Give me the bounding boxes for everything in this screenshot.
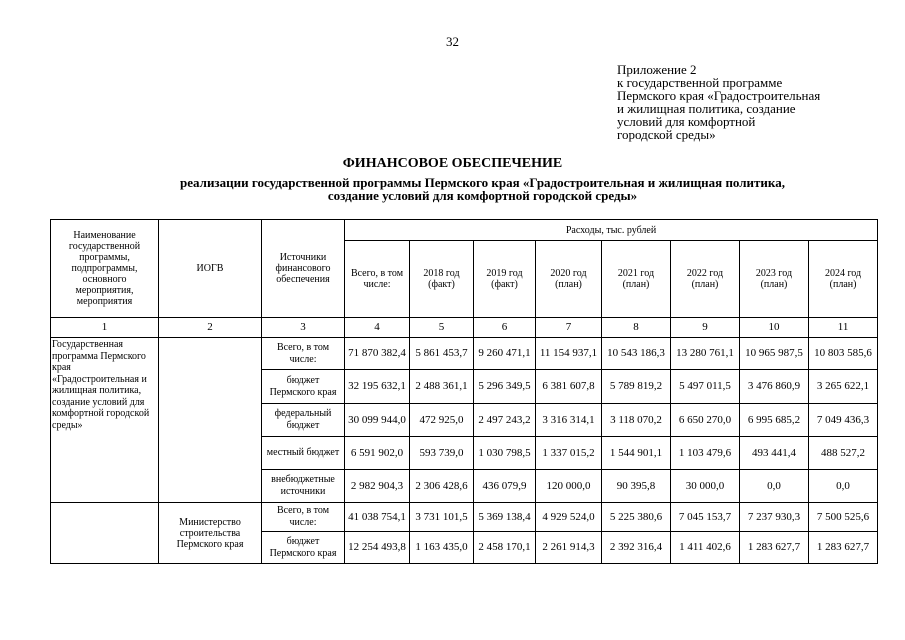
- financing-table: [50, 219, 878, 564]
- value-cell: 6 650 270,0: [671, 404, 740, 437]
- source-cell: бюджет Пермского края: [262, 370, 345, 404]
- value-cell: 1 103 479,6: [671, 437, 740, 470]
- iogv-empty: [159, 338, 262, 503]
- value-cell: 0,0: [809, 470, 878, 503]
- value-cell: 6 995 685,2: [740, 404, 809, 437]
- value-cell: 7 049 436,3: [809, 404, 878, 437]
- ministry-name: Министерство строительства Пермского края: [159, 503, 262, 564]
- value-cell: 2 261 914,3: [536, 532, 602, 564]
- column-index: 2: [159, 318, 262, 338]
- value-cell: 1 283 627,7: [740, 532, 809, 564]
- value-cell: 41 038 754,1: [345, 503, 410, 532]
- header-year: Всего, в том числе:: [345, 241, 410, 318]
- subtitle-line: создание условий для комфортной городской среды»: [327, 188, 638, 203]
- header-iogv: ИОГВ: [159, 220, 262, 318]
- appendix-line: Приложение 2: [617, 62, 697, 77]
- value-cell: 3 731 101,5: [410, 503, 474, 532]
- value-cell: 10 803 585,6: [809, 338, 878, 370]
- value-cell: 4 929 524,0: [536, 503, 602, 532]
- header-year: 2021 год (план): [602, 241, 671, 318]
- appendix-note: [617, 63, 820, 141]
- source-cell: местный бюджет: [262, 437, 345, 470]
- value-cell: 1 337 015,2: [536, 437, 602, 470]
- column-index: 9: [671, 318, 740, 338]
- value-cell: 12 254 493,8: [345, 532, 410, 564]
- column-index: 4: [345, 318, 410, 338]
- appendix-line: и жилищная политика, создание: [617, 101, 796, 116]
- value-cell: 7 045 153,7: [671, 503, 740, 532]
- appendix-line: Пермского края «Градостроительная: [617, 88, 821, 103]
- value-cell: 5 861 453,7: [410, 338, 474, 370]
- header-year: 2023 год (план): [740, 241, 809, 318]
- value-cell: 30 000,0: [671, 470, 740, 503]
- column-index: 1: [51, 318, 159, 338]
- value-cell: 5 497 011,5: [671, 370, 740, 404]
- value-cell: 2 488 361,1: [410, 370, 474, 404]
- value-cell: 1 544 901,1: [602, 437, 671, 470]
- header-expenses: Расходы, тыс. рублей: [345, 220, 878, 241]
- value-cell: 7 237 930,3: [740, 503, 809, 532]
- program-name: Государственная программа Пермского края «Градостроительная и жилищная политика, создание условий для комфортной городской среды»: [51, 338, 159, 503]
- source-cell: Всего, в том числе:: [262, 503, 345, 532]
- value-cell: 488 527,2: [809, 437, 878, 470]
- value-cell: 1 030 798,5: [474, 437, 536, 470]
- value-cell: 2 306 428,6: [410, 470, 474, 503]
- name-empty: [51, 503, 159, 564]
- page-number: 32: [446, 34, 459, 49]
- value-cell: 2 392 316,4: [602, 532, 671, 564]
- appendix-line: условий для комфортной: [617, 114, 756, 129]
- value-cell: 1 283 627,7: [809, 532, 878, 564]
- source-cell: бюджет Пермского края: [262, 532, 345, 564]
- value-cell: 7 500 525,6: [809, 503, 878, 532]
- header-year: 2022 год (план): [671, 241, 740, 318]
- value-cell: 5 296 349,5: [474, 370, 536, 404]
- header-year: 2018 год (факт): [410, 241, 474, 318]
- value-cell: 13 280 761,1: [671, 338, 740, 370]
- value-cell: 10 965 987,5: [740, 338, 809, 370]
- value-cell: 3 316 314,1: [536, 404, 602, 437]
- header-year: 2024 год (план): [809, 241, 878, 318]
- column-index: 5: [410, 318, 474, 338]
- value-cell: 2 497 243,2: [474, 404, 536, 437]
- value-cell: 9 260 471,1: [474, 338, 536, 370]
- value-cell: 71 870 382,4: [345, 338, 410, 370]
- column-index: 6: [474, 318, 536, 338]
- value-cell: 10 543 186,3: [602, 338, 671, 370]
- document-subtitle: [60, 176, 905, 202]
- value-cell: 6 591 902,0: [345, 437, 410, 470]
- value-cell: 5 369 138,4: [474, 503, 536, 532]
- value-cell: 2 458 170,1: [474, 532, 536, 564]
- value-cell: 90 395,8: [602, 470, 671, 503]
- source-cell: Всего, в том числе:: [262, 338, 345, 370]
- source-cell: федеральный бюджет: [262, 404, 345, 437]
- column-index: 3: [262, 318, 345, 338]
- value-cell: 3 118 070,2: [602, 404, 671, 437]
- value-cell: 2 982 904,3: [345, 470, 410, 503]
- value-cell: 30 099 944,0: [345, 404, 410, 437]
- value-cell: 493 441,4: [740, 437, 809, 470]
- source-cell: внебюджетные источники: [262, 470, 345, 503]
- value-cell: 120 000,0: [536, 470, 602, 503]
- value-cell: 1 163 435,0: [410, 532, 474, 564]
- header-sources: Источники финансового обеспечения: [262, 220, 345, 318]
- header-year: 2020 год (план): [536, 241, 602, 318]
- value-cell: 436 079,9: [474, 470, 536, 503]
- value-cell: 3 265 622,1: [809, 370, 878, 404]
- table-row: [51, 503, 878, 532]
- value-cell: 5 789 819,2: [602, 370, 671, 404]
- value-cell: 472 925,0: [410, 404, 474, 437]
- column-index: 10: [740, 318, 809, 338]
- value-cell: 593 739,0: [410, 437, 474, 470]
- subtitle-line: реализации государственной программы Пермского края «Градостроительная и жилищная политика,: [180, 175, 785, 190]
- document-title: ФИНАНСОВОЕ ОБЕСПЕЧЕНИЕ: [342, 156, 563, 171]
- value-cell: 5 225 380,6: [602, 503, 671, 532]
- column-index: 7: [536, 318, 602, 338]
- value-cell: 0,0: [740, 470, 809, 503]
- column-index-row: [51, 318, 878, 338]
- appendix-line: к государственной программе: [617, 75, 783, 90]
- table-row: [51, 338, 878, 370]
- value-cell: 6 381 607,8: [536, 370, 602, 404]
- value-cell: 3 476 860,9: [740, 370, 809, 404]
- value-cell: 1 411 402,6: [671, 532, 740, 564]
- column-index: 11: [809, 318, 878, 338]
- value-cell: 32 195 632,1: [345, 370, 410, 404]
- column-index: 8: [602, 318, 671, 338]
- header-year: 2019 год (факт): [474, 241, 536, 318]
- value-cell: 11 154 937,1: [536, 338, 602, 370]
- header-name: Наименование государственной программы, подпрограммы, основного мероприятия, мероприятия: [51, 220, 159, 318]
- appendix-line: городской среды»: [617, 127, 716, 142]
